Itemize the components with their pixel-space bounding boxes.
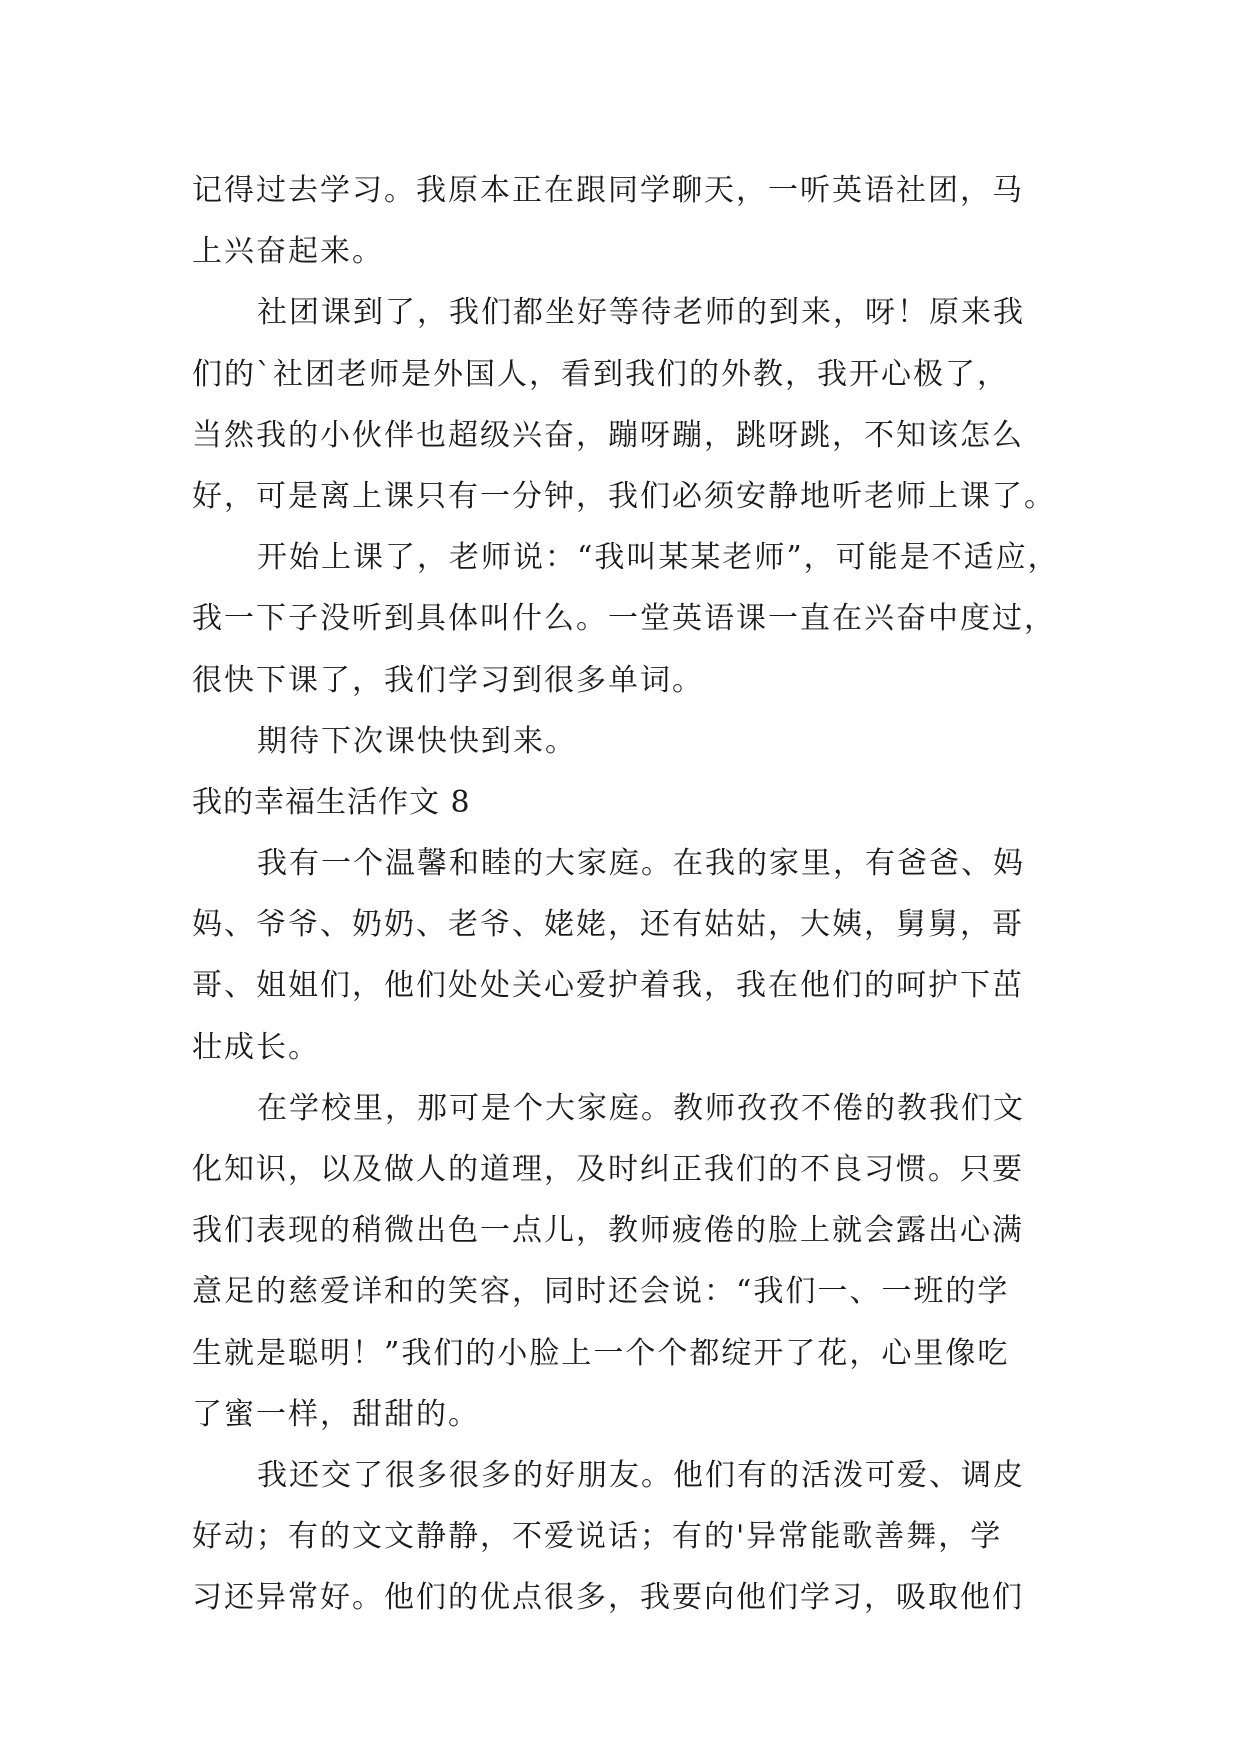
text-line: 哥、姐姐们，他们处处关心爱护着我，我在他们的呵护下茁 — [192, 968, 1024, 1004]
text-line: 上兴奋起来。 — [192, 234, 384, 270]
document-body — [192, 160, 1062, 1629]
paragraph-start-line: 我有一个温馨和睦的大家庭。在我的家里，有爸爸、妈 — [257, 846, 1025, 882]
text-line: 当然我的小伙伴也超级兴奋，蹦呀蹦，跳呀跳，不知该怎么 — [192, 417, 1024, 453]
paragraph-start-line: 社团课到了，我们都坐好等待老师的到来，呀！原来我 — [257, 295, 1025, 331]
section-title: 我的幸福生活作文 8 — [192, 784, 471, 820]
text-line: 壮成长。 — [192, 1029, 320, 1065]
paragraph-start-line: 我还交了很多很多的好朋友。他们有的活泼可爱、调皮 — [257, 1457, 1025, 1493]
text-line: 很快下课了，我们学习到很多单词。 — [192, 662, 704, 698]
text-line: 我们表现的稍微出色一点儿，教师疲倦的脸上就会露出心满 — [192, 1213, 1024, 1249]
paragraph-start-line: 期待下次课快快到来。 — [257, 723, 577, 759]
text-line: 好，可是离上课只有一分钟，我们必须安静地听老师上课了。 — [192, 478, 1056, 514]
text-line: 了蜜一样，甜甜的。 — [192, 1396, 480, 1432]
text-line: 生就是聪明！”我们的小脸上一个个都绽开了花，心里像吃 — [192, 1335, 1010, 1371]
text-line: 妈、爷爷、奶奶、老爷、姥姥，还有姑姑，大姨，舅舅，哥 — [192, 907, 1024, 943]
paragraph-start-line: 在学校里，那可是个大家庭。教师孜孜不倦的教我们文 — [257, 1090, 1025, 1126]
text-line: 意足的慈爱详和的笑容，同时还会说：“我们一、一班的学 — [192, 1274, 1010, 1310]
text-line: 记得过去学习。我原本正在跟同学聊天，一听英语社团，马 — [192, 173, 1024, 208]
text-line: 化知识，以及做人的道理，及时纠正我们的不良习惯。只要 — [192, 1152, 1024, 1187]
text-line: 习还异常好。他们的优点很多，我要向他们学习，吸取他们 — [192, 1580, 1024, 1616]
text-line: 好动；有的文文静静，不爱说话；有的'异常能歌善舞，学 — [192, 1519, 1003, 1555]
paragraph-start-line: 开始上课了，老师说：“我叫某某老师”，可能是不适应， — [257, 540, 1060, 576]
text-line: 们的`社团老师是外国人，看到我们的外教，我开心极了， — [192, 356, 1009, 392]
text-line: 我一下子没听到具体叫什么。一堂英语课一直在兴奋中度过， — [192, 601, 1056, 637]
